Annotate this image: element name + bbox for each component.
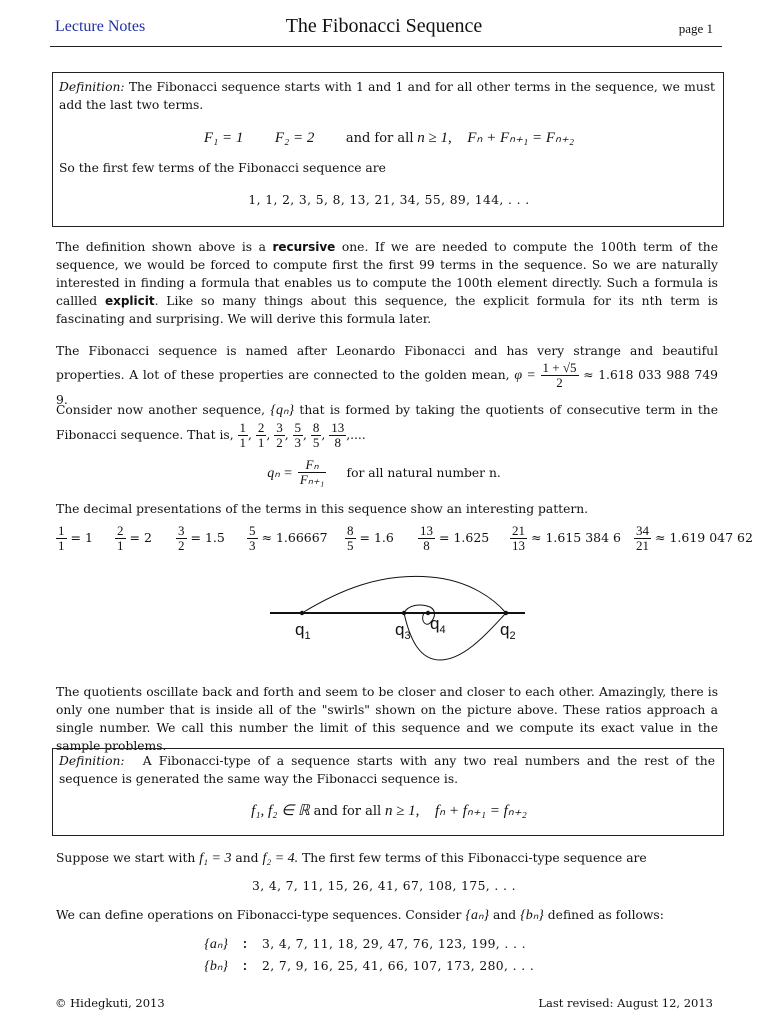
quotient-fraction: $\frac{2}{1}$ [257, 420, 265, 450]
and-for-all-text: and for all [345, 131, 414, 146]
swirl-bottom-arc [404, 613, 506, 660]
qn-definition-formula: qₙ = $\frac{\text{Fₙ}}{\text{Fₙ₊₁}}$ for all natural number n. [267, 457, 501, 487]
ratio-value: ≈ 1.66667 [261, 530, 328, 545]
recurrence-relation: Fₙ + Fₙ₊₁ = Fₙ₊₂ [467, 130, 575, 146]
qn-sequence: {qₙ} [270, 403, 295, 418]
paragraph-recursive: The definition shown above is a recursive one. If we are needed to compute the 100th term of the sequence, we would be forced to compute first the first 99 terms in the sequence. So we are naturally interested in finding a formula that enables us to compute the 100th element directly. Such a formula is callled explicit. Like so many things about this sequence, the explicit formula for its nth term is fascinating and surprising. We will derive this formula later. [56, 240, 718, 326]
definition-2-label: Definition: [59, 754, 125, 768]
ratio-value: ≈ 1.615 384 6 [531, 530, 621, 545]
quotient-fraction: $\frac{13}{8}$ [331, 420, 345, 450]
paragraph-oscillate: The quotients oscillate back and forth and seem to be closer and closer to each other. Amazingly, there is only one number that is inside all of the "swirls" shown on the picture above. These ratios approach a single number. We call this number the limit of this sequence and we compute its exact value in the sample problems. [56, 685, 718, 753]
fibonacci-type-formula: f₁, f₂ ∈ ℝ and for all n ≥ 1, fₙ + fₙ₊₁ = fₙ₊₂ [251, 803, 527, 819]
ratio-fraction: $\frac{1}{1}$ [58, 523, 65, 553]
definition-2-body: A Fibonacci-type of a sequence starts with any two real numbers and the rest of the sequence is generated the same way the Fibonacci sequence is. [59, 754, 715, 786]
phi-symbol: φ = [514, 368, 536, 383]
quotient-fractions: $\frac{1}{1}$ , $\frac{2}{1}$ , $\frac{3}{2}$ , $\frac{5}{3}$ , $\frac{8}{5}$ , $\frac{13}{8}$ [239, 420, 345, 450]
ratio-fraction: $\frac{3}{2}$ [178, 523, 185, 553]
q3-label: $q_3$ [395, 620, 411, 642]
q1-label: $q_1$ [295, 620, 311, 642]
swirl-top-arc [302, 576, 506, 613]
ratio-fraction: $\frac{21}{13}$ [512, 523, 525, 553]
paragraph-operations: We can define operations on Fibonacci-type sequences. Consider {aₙ} and {bₙ} defined as follows: [56, 908, 664, 923]
ratio-fraction: $\frac{34}{21}$ [636, 523, 649, 553]
ratio-item [115, 524, 152, 553]
definition-box-1 [52, 72, 724, 227]
q4-label: $q_4$ [430, 614, 446, 636]
ratio-item [247, 524, 328, 553]
definition-1-label: Definition: [59, 80, 125, 94]
bold-explicit: explicit [104, 294, 155, 308]
ratio-value: ≈ 1.619 047 62 [655, 530, 753, 545]
swirl-diagram [260, 565, 530, 665]
fibonacci-type-terms: 3, 4, 7, 11, 15, 26, 41, 67, 108, 175, . . . [252, 879, 516, 893]
fibonacci-recurrence-formula [53, 128, 725, 147]
q3-point [402, 611, 406, 615]
quotient-fraction: $\frac{8}{5}$ [312, 420, 320, 450]
header-left-title: Lecture Notes [55, 18, 146, 35]
paragraph-quotients: Consider now another sequence, {qₙ} that is formed by taking the quotients of consecutive term in the Fibonacci sequence. That is, $\frac{1}{1}$ , $\frac{2}{1}$ , $\frac{3}{2}$ , $\frac{5}{3}$ , $\frac{8}{5}$ , $\frac{13}{8}$ ,.... [56, 403, 718, 450]
golden-ratio-approx: ≈ 1.618 033 988 749 9. [56, 368, 718, 407]
sequence-b-row: {bₙ} : 2, 7, 9, 16, 25, 41, 66, 107, 173, 280, . . . [204, 955, 535, 974]
ratio-value: = 1 [70, 530, 93, 545]
bold-recursive: recursive [272, 240, 336, 254]
ratio-value: = 1.5 [190, 530, 225, 545]
first-terms-intro: So the first few terms of the Fibonacci sequence are [59, 161, 386, 175]
ratio-value: = 1.6 [359, 530, 394, 545]
page-title: The Fibonacci Sequence [285, 15, 483, 37]
definition-1-text [59, 78, 715, 114]
n-condition: n ≥ 1, [417, 130, 452, 146]
footer-copyright: © Hidegkuti, 2013 [55, 996, 165, 1010]
quotient-fraction: $\frac{1}{1}$ [239, 420, 247, 450]
footer-revised: Last revised: August 12, 2013 [538, 996, 713, 1010]
ratio-value: = 1.625 [439, 530, 490, 545]
ratio-item [634, 524, 753, 553]
quotient-fraction: $\frac{3}{2}$ [276, 420, 283, 450]
golden-ratio-fraction: $\frac{1 + √5}{2}$ [542, 360, 577, 390]
f1-value: F₁ = 1 [203, 130, 244, 146]
q2-label: $q_2$ [500, 620, 516, 642]
definition-1-body: The Fibonacci sequence starts with 1 and 1 and for all other terms in the sequence, we must add the last two terms. [59, 80, 715, 112]
qn-fraction: $\frac{\text{Fₙ}}{\text{Fₙ₊₁}}$ [299, 457, 325, 487]
ratio-fraction: $\frac{13}{8}$ [420, 523, 433, 553]
q1-point [300, 611, 304, 615]
ratio-fraction: $\frac{5}{3}$ [249, 523, 256, 553]
ratio-item [176, 524, 225, 553]
definition-box-2 [52, 748, 724, 836]
ratio-fraction: $\frac{2}{1}$ [117, 523, 124, 553]
sequence-a-row: {aₙ} : 3, 4, 7, 11, 18, 29, 47, 76, 123, 199, . . . [204, 933, 526, 952]
page-number: page 1 [678, 21, 713, 36]
quotient-fraction: $\frac{5}{3}$ [294, 420, 302, 450]
ratio-fraction: $\frac{8}{5}$ [347, 523, 354, 553]
f2-value: F₂ = 2 [274, 130, 315, 146]
paragraph-decimal-pattern: The decimal presentations of the terms in this sequence show an interesting pattern. [56, 502, 589, 516]
definition-2-text [59, 752, 715, 788]
ratio-item [345, 524, 394, 553]
paragraph-suppose: Suppose we start with f₁ = 3 and f₂ = 4. The first few terms of this Fibonacci-type sequence are [56, 851, 647, 866]
fibonacci-first-terms: 1, 1, 2, 3, 5, 8, 13, 21, 34, 55, 89, 144, . . . [248, 193, 530, 207]
ratio-item [510, 524, 621, 553]
ratio-item [418, 524, 489, 553]
q2-point [504, 611, 508, 615]
paragraph-golden-mean: The Fibonacci sequence is named after Leonardo Fibonacci and has very strange and beautiful properties. A lot of these properties are connected to the golden mean, φ = $\frac{1 + √5}{2}$ ≈ 1.618 033 988 749 9. [56, 344, 718, 407]
ratio-value: = 2 [129, 530, 152, 545]
ratio-item [56, 524, 93, 553]
header-rule [50, 46, 722, 47]
